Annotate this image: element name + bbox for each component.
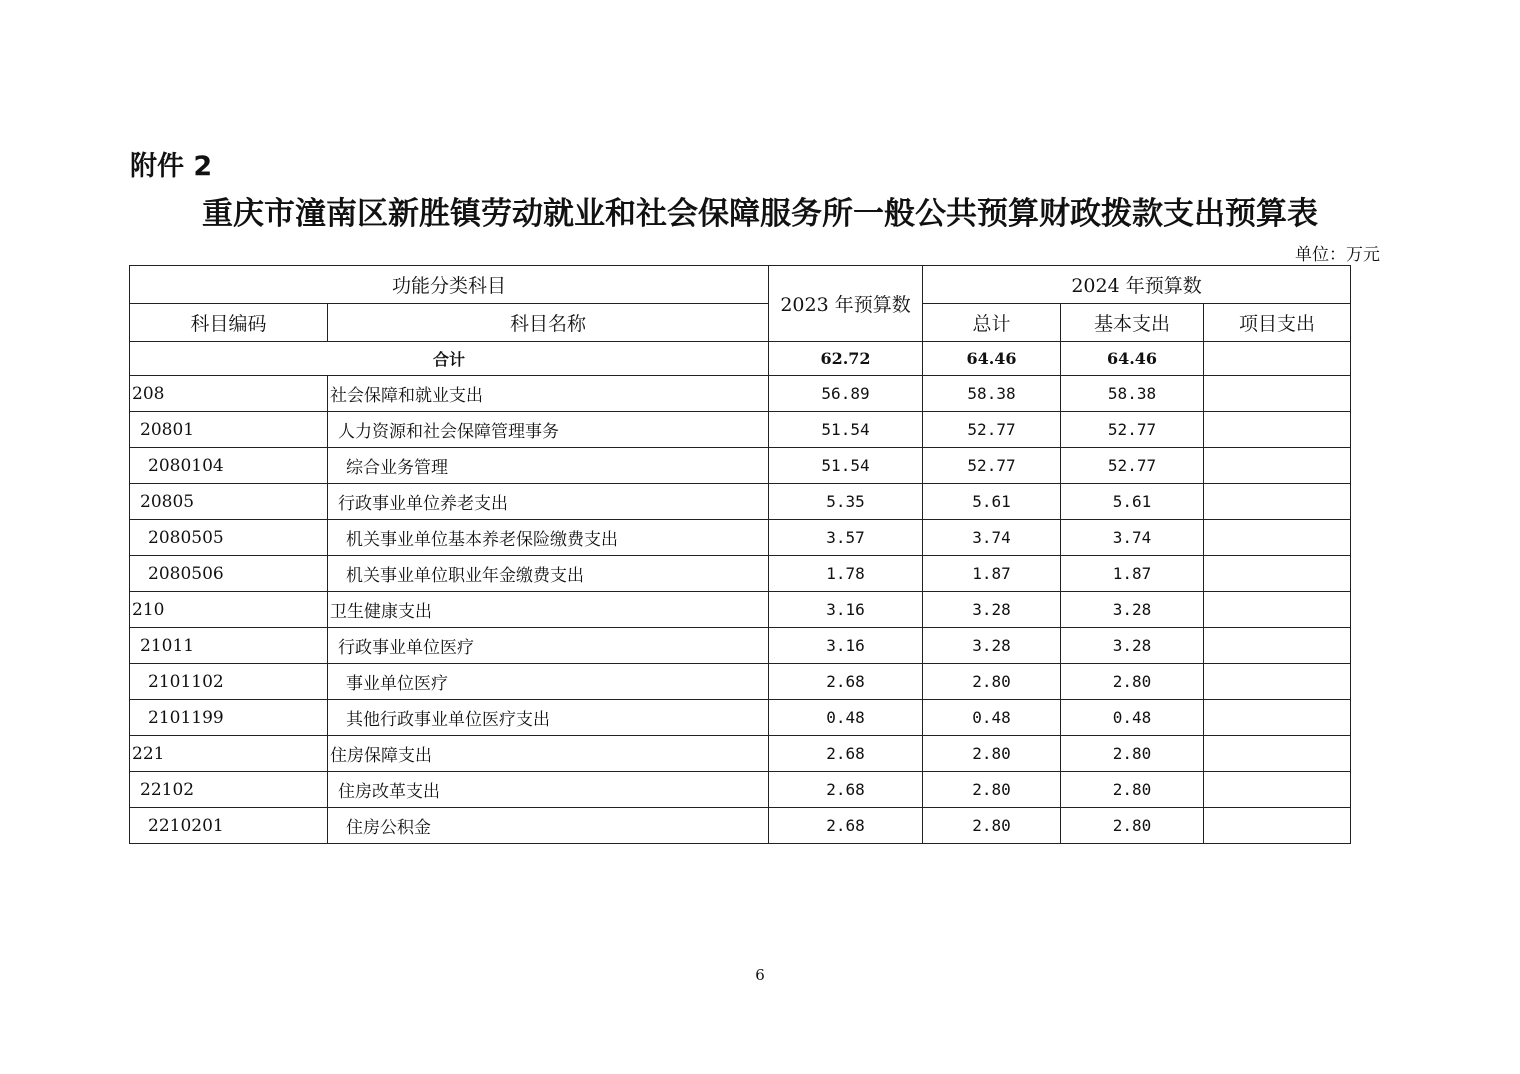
value-project-cell <box>1204 772 1351 808</box>
value-basic-cell: 52.77 <box>1061 412 1204 448</box>
table-row <box>130 772 1351 808</box>
value-2023-cell: 3.16 <box>769 592 923 628</box>
subject-code-cell: 2210201 <box>130 808 328 844</box>
subject-name-cell: 社会保障和就业支出 <box>328 376 769 412</box>
subject-name-cell: 住房保障支出 <box>328 736 769 772</box>
value-basic-cell: 5.61 <box>1061 484 1204 520</box>
subject-code-cell: 22102 <box>130 772 328 808</box>
value-total-cell: 3.28 <box>923 628 1061 664</box>
value-2023-cell: 5.35 <box>769 484 923 520</box>
value-total-cell: 2.80 <box>923 664 1061 700</box>
subject-name-cell: 人力资源和社会保障管理事务 <box>328 412 769 448</box>
subject-name-cell: 其他行政事业单位医疗支出 <box>328 700 769 736</box>
value-project-cell <box>1204 556 1351 592</box>
value-2023-cell: 2.68 <box>769 808 923 844</box>
value-project-cell <box>1204 412 1351 448</box>
value-total-cell: 0.48 <box>923 700 1061 736</box>
value-project-cell <box>1204 448 1351 484</box>
value-total-cell: 3.28 <box>923 592 1061 628</box>
value-total-cell: 52.77 <box>923 412 1061 448</box>
total-basic: 64.46 <box>1061 342 1204 376</box>
value-project-cell <box>1204 736 1351 772</box>
subject-name-cell: 行政事业单位养老支出 <box>328 484 769 520</box>
subject-name-cell: 机关事业单位职业年金缴费支出 <box>328 556 769 592</box>
unit-label: 单位：万元 <box>1295 245 1380 265</box>
value-project-cell <box>1204 664 1351 700</box>
value-project-cell <box>1204 484 1351 520</box>
value-total-cell: 3.74 <box>923 520 1061 556</box>
subject-code-cell: 20801 <box>130 412 328 448</box>
subject-code-cell: 2080104 <box>130 448 328 484</box>
total-project <box>1204 342 1351 376</box>
subject-code-cell: 20805 <box>130 484 328 520</box>
total-total: 64.46 <box>923 342 1061 376</box>
value-2023-cell: 51.54 <box>769 448 923 484</box>
value-total-cell: 2.80 <box>923 736 1061 772</box>
value-basic-cell: 2.80 <box>1061 808 1204 844</box>
value-project-cell <box>1204 700 1351 736</box>
total-row <box>130 342 1351 376</box>
value-basic-cell: 1.87 <box>1061 556 1204 592</box>
value-2023-cell: 2.68 <box>769 736 923 772</box>
table-row <box>130 448 1351 484</box>
value-total-cell: 2.80 <box>923 772 1061 808</box>
attachment-label: 附件 2 <box>130 151 213 182</box>
value-basic-cell: 3.74 <box>1061 520 1204 556</box>
value-basic-cell: 2.80 <box>1061 736 1204 772</box>
table-row <box>130 412 1351 448</box>
value-2023-cell: 3.16 <box>769 628 923 664</box>
basic-header: 基本支出 <box>1061 304 1204 342</box>
header-row-2 <box>130 304 1351 342</box>
value-2023-cell: 56.89 <box>769 376 923 412</box>
func-category-header: 功能分类科目 <box>130 266 769 304</box>
table-row <box>130 556 1351 592</box>
value-project-cell <box>1204 808 1351 844</box>
value-basic-cell: 3.28 <box>1061 592 1204 628</box>
subject-code-header: 科目编码 <box>130 304 328 342</box>
value-2023-cell: 2.68 <box>769 664 923 700</box>
value-2023-cell: 1.78 <box>769 556 923 592</box>
value-2023-cell: 51.54 <box>769 412 923 448</box>
subject-code-cell: 208 <box>130 376 328 412</box>
value-basic-cell: 52.77 <box>1061 448 1204 484</box>
value-total-cell: 5.61 <box>923 484 1061 520</box>
subject-name-cell: 行政事业单位医疗 <box>328 628 769 664</box>
budget-table <box>129 265 1351 844</box>
value-basic-cell: 2.80 <box>1061 772 1204 808</box>
table-row <box>130 520 1351 556</box>
value-project-cell <box>1204 520 1351 556</box>
value-basic-cell: 0.48 <box>1061 700 1204 736</box>
subject-code-cell: 210 <box>130 592 328 628</box>
table-row <box>130 736 1351 772</box>
value-basic-cell: 3.28 <box>1061 628 1204 664</box>
subject-name-cell: 事业单位医疗 <box>328 664 769 700</box>
value-project-cell <box>1204 628 1351 664</box>
value-total-cell: 52.77 <box>923 448 1061 484</box>
table-row <box>130 484 1351 520</box>
subject-name-cell: 卫生健康支出 <box>328 592 769 628</box>
value-total-cell: 2.80 <box>923 808 1061 844</box>
col-2024-header: 2024 年预算数 <box>923 266 1351 304</box>
value-basic-cell: 2.80 <box>1061 664 1204 700</box>
table-row <box>130 700 1351 736</box>
value-project-cell <box>1204 376 1351 412</box>
value-2023-cell: 3.57 <box>769 520 923 556</box>
value-project-cell <box>1204 592 1351 628</box>
subject-code-cell: 21011 <box>130 628 328 664</box>
total-header: 总计 <box>923 304 1061 342</box>
table-row <box>130 592 1351 628</box>
total-label: 合计 <box>130 342 769 376</box>
table-row <box>130 808 1351 844</box>
value-basic-cell: 58.38 <box>1061 376 1204 412</box>
subject-name-cell: 综合业务管理 <box>328 448 769 484</box>
page-number: 6 <box>755 966 765 984</box>
col-2023-header: 2023 年预算数 <box>769 266 923 342</box>
subject-code-cell: 2080505 <box>130 520 328 556</box>
page-title: 重庆市潼南区新胜镇劳动就业和社会保障服务所一般公共预算财政拨款支出预算表 <box>202 196 1318 232</box>
header-row-1 <box>130 266 1351 304</box>
table-row <box>130 628 1351 664</box>
subject-name-cell: 机关事业单位基本养老保险缴费支出 <box>328 520 769 556</box>
subject-code-cell: 221 <box>130 736 328 772</box>
total-2023: 62.72 <box>769 342 923 376</box>
subject-name-cell: 住房公积金 <box>328 808 769 844</box>
value-total-cell: 1.87 <box>923 556 1061 592</box>
table-row <box>130 664 1351 700</box>
value-2023-cell: 0.48 <box>769 700 923 736</box>
subject-name-header: 科目名称 <box>328 304 769 342</box>
subject-code-cell: 2080506 <box>130 556 328 592</box>
subject-code-cell: 2101102 <box>130 664 328 700</box>
value-total-cell: 58.38 <box>923 376 1061 412</box>
table-row <box>130 376 1351 412</box>
subject-name-cell: 住房改革支出 <box>328 772 769 808</box>
value-2023-cell: 2.68 <box>769 772 923 808</box>
project-header: 项目支出 <box>1204 304 1351 342</box>
subject-code-cell: 2101199 <box>130 700 328 736</box>
